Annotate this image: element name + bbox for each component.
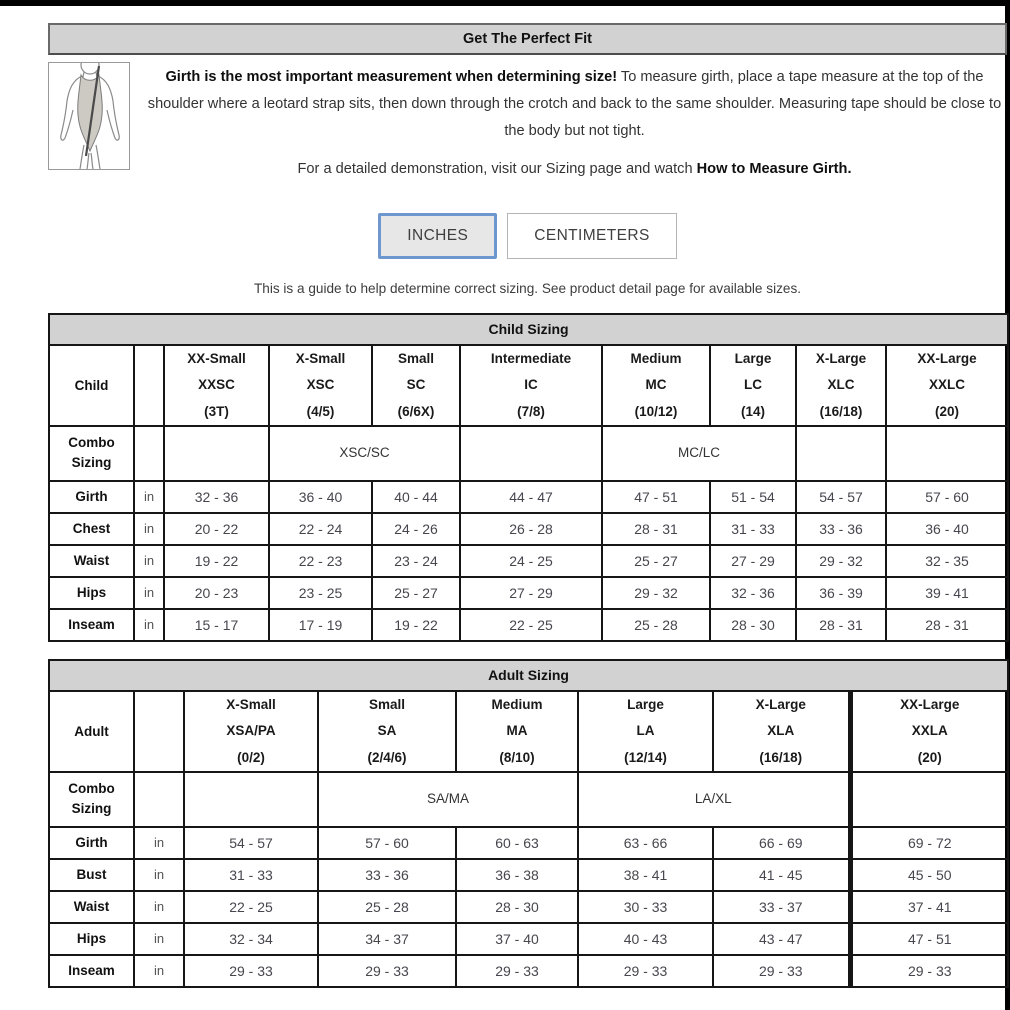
combo-cell: MC/LC: [602, 426, 796, 481]
measurement-value-cell: 30 - 33: [578, 891, 713, 923]
measurement-value-cell: 28 - 30: [456, 891, 578, 923]
size-col-sizes: (4/5): [306, 403, 335, 419]
measurement-value-cell: 20 - 23: [164, 577, 269, 609]
size-col-sizes: (8/10): [499, 749, 535, 765]
size-column-header: [602, 345, 710, 426]
measurement-value-cell: 33 - 36: [796, 513, 886, 545]
adult-table-title: Adult Sizing: [49, 660, 1008, 691]
measurement-value-cell: 23 - 24: [372, 545, 460, 577]
measurement-row-label: Inseam: [49, 609, 134, 641]
measurement-value-cell: 29 - 33: [850, 955, 1008, 987]
measurement-value-cell: 19 - 22: [372, 609, 460, 641]
size-col-code: XXSC: [198, 377, 235, 393]
measurement-value-cell: 66 - 69: [713, 827, 850, 859]
size-col-code: XXLC: [929, 377, 966, 393]
size-column-header: [713, 691, 850, 772]
size-col-sizes: (16/18): [759, 749, 803, 765]
measurement-value-cell: 36 - 38: [456, 859, 578, 891]
measurement-value-cell: 24 - 26: [372, 513, 460, 545]
measurement-value-cell: 36 - 40: [886, 513, 1008, 545]
measurement-value-cell: 29 - 33: [578, 955, 713, 987]
measurement-value-cell: 22 - 25: [184, 891, 318, 923]
measurement-value-cell: 43 - 47: [713, 923, 850, 955]
measurement-row-label: Girth: [49, 827, 134, 859]
size-col-name: XX-Large: [917, 350, 977, 366]
measurement-value-cell: 25 - 28: [602, 609, 710, 641]
combo-sizing-label: Combo Sizing: [49, 772, 134, 827]
measurement-value-cell: 32 - 35: [886, 545, 1008, 577]
measurement-value-cell: 40 - 43: [578, 923, 713, 955]
unit-cell: in: [134, 609, 164, 641]
measurement-value-cell: 57 - 60: [318, 827, 456, 859]
size-col-sizes: (6/6X): [397, 403, 435, 419]
size-col-code: LC: [744, 377, 762, 393]
demo-text: For a detailed demonstration, visit our Sizing page and watch: [297, 160, 697, 177]
child-table-title: Child Sizing: [49, 314, 1008, 345]
girth-measurement-illustration: [48, 62, 130, 170]
measurement-value-cell: 29 - 32: [796, 545, 886, 577]
measurement-value-cell: 32 - 34: [184, 923, 318, 955]
size-col-sizes: (16/18): [819, 403, 863, 419]
size-column-header: [796, 345, 886, 426]
measurement-value-cell: 20 - 22: [164, 513, 269, 545]
size-col-code: XXLA: [911, 723, 948, 739]
size-col-name: X-Large: [815, 350, 867, 366]
intro-text-block: [130, 62, 1007, 177]
child-sizing-section: [48, 313, 1007, 642]
measurement-value-cell: 60 - 63: [456, 827, 578, 859]
size-column-header: [269, 345, 372, 426]
size-col-name: Large: [627, 696, 664, 712]
measurement-row-label: Waist: [49, 545, 134, 577]
measurement-value-cell: 29 - 33: [456, 955, 578, 987]
measurement-value-cell: 22 - 24: [269, 513, 372, 545]
sizing-guide-page: [48, 6, 1007, 988]
unit-column-header: [134, 345, 164, 426]
measurement-row-label: Hips: [49, 923, 134, 955]
measurement-value-cell: 45 - 50: [850, 859, 1008, 891]
child-table: [48, 313, 1009, 642]
unit-column-header: [134, 691, 184, 772]
combo-cell: LA/XL: [578, 772, 850, 827]
measurement-value-cell: 39 - 41: [886, 577, 1008, 609]
leotard-figure-icon: [49, 63, 129, 169]
measurement-value-cell: 33 - 36: [318, 859, 456, 891]
size-col-sizes: (3T): [204, 403, 229, 419]
size-col-code: XLA: [767, 723, 795, 739]
size-col-sizes: (2/4/6): [367, 749, 407, 765]
intro-rest-text: To measure girth, place a tape measure at the top of the shoulder where a leotard strap sits, then down through the crotch and back to the same shoulder. Measuring tape should be close to the body but not tight.: [147, 69, 1002, 139]
combo-cell: SA/MA: [318, 772, 578, 827]
intro-section: [48, 62, 1007, 177]
intro-bold-text: Girth is the most important measurement when determining size!: [165, 69, 618, 85]
size-col-name: X-Small: [226, 696, 276, 712]
size-col-code: MA: [506, 723, 528, 739]
size-col-sizes: (20): [917, 749, 942, 765]
measurement-value-cell: 32 - 36: [164, 481, 269, 513]
measurement-value-cell: 19 - 22: [164, 545, 269, 577]
demo-line: [142, 161, 1007, 177]
size-col-name: X-Large: [755, 696, 806, 712]
unit-cell: in: [134, 923, 184, 955]
size-col-name: XX-Small: [187, 350, 246, 366]
size-column-header: [710, 345, 796, 426]
size-col-name: Intermediate: [490, 350, 572, 366]
size-col-code: XLC: [827, 377, 855, 393]
measurement-value-cell: 51 - 54: [710, 481, 796, 513]
measurement-value-cell: 40 - 44: [372, 481, 460, 513]
combo-cell: XSC/SC: [269, 426, 460, 481]
size-column-header: [372, 345, 460, 426]
adult-sizing-section: [48, 659, 1007, 988]
size-col-name: XX-Large: [900, 696, 960, 712]
measurement-value-cell: 27 - 29: [710, 545, 796, 577]
intro-paragraph: [142, 64, 1007, 145]
measurement-value-cell: 36 - 40: [269, 481, 372, 513]
measurement-value-cell: 31 - 33: [710, 513, 796, 545]
child-table-corner-label: Child: [49, 345, 134, 426]
measurement-value-cell: 34 - 37: [318, 923, 456, 955]
combo-unit-cell: [134, 426, 164, 481]
measurement-value-cell: 57 - 60: [886, 481, 1008, 513]
measurement-value-cell: 54 - 57: [184, 827, 318, 859]
measurement-value-cell: 23 - 25: [269, 577, 372, 609]
size-col-code: LA: [636, 723, 655, 739]
size-col-code: MC: [645, 377, 667, 393]
size-column-header: [164, 345, 269, 426]
size-column-header: [456, 691, 578, 772]
size-column-header: [184, 691, 318, 772]
measurement-value-cell: 15 - 17: [164, 609, 269, 641]
measurement-value-cell: 25 - 27: [602, 545, 710, 577]
combo-cell: [460, 426, 602, 481]
combo-sizing-label: Combo Sizing: [49, 426, 134, 481]
size-col-code: XSC: [306, 377, 335, 393]
adult-table: [48, 659, 1009, 988]
size-col-sizes: (0/2): [237, 749, 265, 765]
measurement-value-cell: 63 - 66: [578, 827, 713, 859]
measurement-row-label: Hips: [49, 577, 134, 609]
unit-cell: in: [134, 955, 184, 987]
measurement-value-cell: 33 - 37: [713, 891, 850, 923]
measurement-value-cell: 28 - 30: [710, 609, 796, 641]
measurement-value-cell: 32 - 36: [710, 577, 796, 609]
measurement-value-cell: 22 - 23: [269, 545, 372, 577]
measurement-value-cell: 36 - 39: [796, 577, 886, 609]
measurement-value-cell: 25 - 28: [318, 891, 456, 923]
combo-cell: [796, 426, 886, 481]
size-col-code: XSA/PA: [226, 723, 276, 739]
size-col-name: Small: [368, 696, 406, 712]
measurement-value-cell: 29 - 33: [318, 955, 456, 987]
measurement-value-cell: 69 - 72: [850, 827, 1008, 859]
size-col-name: Medium: [491, 696, 543, 712]
size-col-sizes: (12/14): [624, 749, 667, 765]
measurement-value-cell: 27 - 29: [460, 577, 602, 609]
size-column-header: [578, 691, 713, 772]
size-col-code: SC: [406, 377, 426, 393]
size-col-name: Small: [397, 350, 435, 366]
unit-cell: in: [134, 481, 164, 513]
measurement-value-cell: 29 - 33: [184, 955, 318, 987]
measurement-value-cell: 37 - 40: [456, 923, 578, 955]
measurement-value-cell: 29 - 33: [713, 955, 850, 987]
size-col-sizes: (20): [935, 403, 960, 419]
size-col-name: X-Small: [295, 350, 346, 366]
measurement-value-cell: 47 - 51: [602, 481, 710, 513]
measurement-value-cell: 38 - 41: [578, 859, 713, 891]
size-column-header: [318, 691, 456, 772]
unit-cell: in: [134, 891, 184, 923]
measurement-value-cell: 41 - 45: [713, 859, 850, 891]
unit-cell: in: [134, 827, 184, 859]
size-column-header: [850, 691, 1008, 772]
unit-cell: in: [134, 513, 164, 545]
measurement-row-label: Waist: [49, 891, 134, 923]
size-col-name: Medium: [630, 350, 682, 366]
combo-cell: [164, 426, 269, 481]
unit-toggle: [48, 213, 1007, 259]
measurement-value-cell: 24 - 25: [460, 545, 602, 577]
measurement-value-cell: 17 - 19: [269, 609, 372, 641]
demo-bold-text: How to Measure Girth.: [696, 160, 852, 177]
measurement-value-cell: 28 - 31: [796, 609, 886, 641]
measurement-value-cell: 25 - 27: [372, 577, 460, 609]
measurement-value-cell: 28 - 31: [886, 609, 1008, 641]
measurement-value-cell: 22 - 25: [460, 609, 602, 641]
measurement-row-label: Girth: [49, 481, 134, 513]
combo-cell: [184, 772, 318, 827]
size-col-sizes: (10/12): [634, 403, 678, 419]
size-col-code: SA: [377, 723, 397, 739]
measurement-row-label: Inseam: [49, 955, 134, 987]
measurement-value-cell: 31 - 33: [184, 859, 318, 891]
unit-cell: in: [134, 545, 164, 577]
unit-cell: in: [134, 577, 164, 609]
combo-cell: [850, 772, 1008, 827]
measurement-value-cell: 47 - 51: [850, 923, 1008, 955]
unit-cell: in: [134, 859, 184, 891]
size-col-sizes: (14): [740, 403, 765, 419]
size-col-name: Large: [734, 350, 772, 366]
measurement-row-label: Bust: [49, 859, 134, 891]
measurement-row-label: Chest: [49, 513, 134, 545]
adult-table-corner-label: Adult: [49, 691, 134, 772]
guide-note: This is a guide to help determine correct sizing. See product detail page for available sizes.: [253, 280, 802, 296]
measurement-value-cell: 26 - 28: [460, 513, 602, 545]
size-column-header: [886, 345, 1008, 426]
measurement-value-cell: 54 - 57: [796, 481, 886, 513]
measurement-value-cell: 29 - 32: [602, 577, 710, 609]
size-column-header: [460, 345, 602, 426]
measurement-value-cell: 44 - 47: [460, 481, 602, 513]
combo-unit-cell: [134, 772, 184, 827]
measurement-value-cell: 37 - 41: [850, 891, 1008, 923]
page-title: Get The Perfect Fit: [48, 23, 1007, 55]
measurement-value-cell: 28 - 31: [602, 513, 710, 545]
inches-button[interactable]: INCHES: [378, 213, 497, 259]
size-col-code: IC: [524, 377, 538, 393]
combo-cell: [886, 426, 1008, 481]
size-col-sizes: (7/8): [517, 403, 545, 419]
centimeters-button[interactable]: CENTIMETERS: [507, 213, 677, 259]
